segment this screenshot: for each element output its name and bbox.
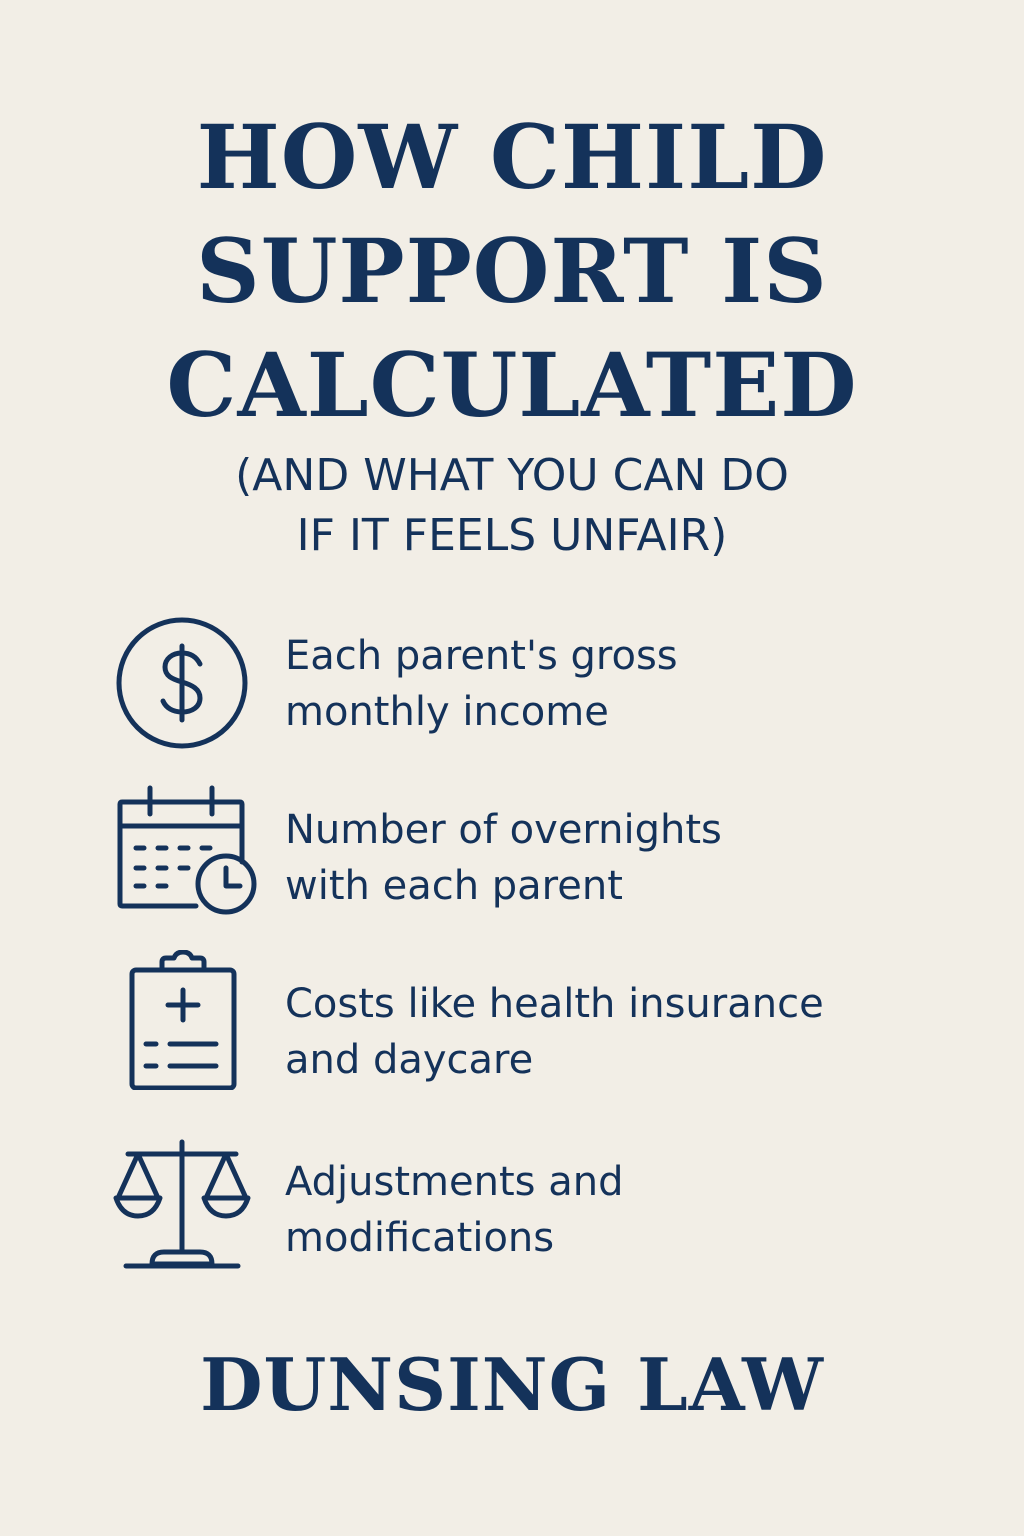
medical-clipboard-icon — [128, 950, 278, 1090]
factor-costs-line-2: and daycare — [285, 1037, 534, 1083]
factor-adjustments — [0, 1136, 1024, 1276]
title-line-2: SUPPORT IS — [196, 219, 828, 323]
factor-income-line-1: Each parent's gross — [285, 633, 678, 679]
subtitle — [0, 446, 1024, 566]
factor-overnights-text — [285, 802, 925, 914]
factor-adjustments-text — [285, 1154, 925, 1266]
factor-adjustments-line-2: modifications — [285, 1215, 555, 1261]
factor-costs — [0, 950, 1024, 1090]
factor-income-line-2: monthly income — [285, 689, 609, 735]
scales-of-justice-icon — [112, 1136, 262, 1276]
factor-costs-line-1: Costs like health insurance — [285, 981, 824, 1027]
subtitle-line-1: (AND WHAT YOU CAN DO — [235, 450, 789, 501]
factor-overnights-line-2: with each parent — [285, 863, 623, 909]
calendar-clock-icon — [116, 780, 266, 920]
factor-adjustments-line-1: Adjustments and — [285, 1159, 624, 1205]
factor-overnights — [0, 780, 1024, 920]
factor-income — [0, 612, 1024, 752]
page-title — [0, 100, 1024, 442]
factor-income-text — [285, 628, 925, 740]
title-line-3: CALCULATED — [166, 333, 858, 437]
brand-name: DUNSING LAW — [200, 1342, 824, 1427]
subtitle-line-2: IF IT FEELS UNFAIR) — [296, 510, 728, 561]
dollar-circle-icon — [112, 612, 262, 752]
factor-overnights-line-1: Number of overnights — [285, 807, 722, 853]
factor-costs-text — [285, 976, 925, 1088]
title-line-1: HOW CHILD — [196, 105, 828, 209]
